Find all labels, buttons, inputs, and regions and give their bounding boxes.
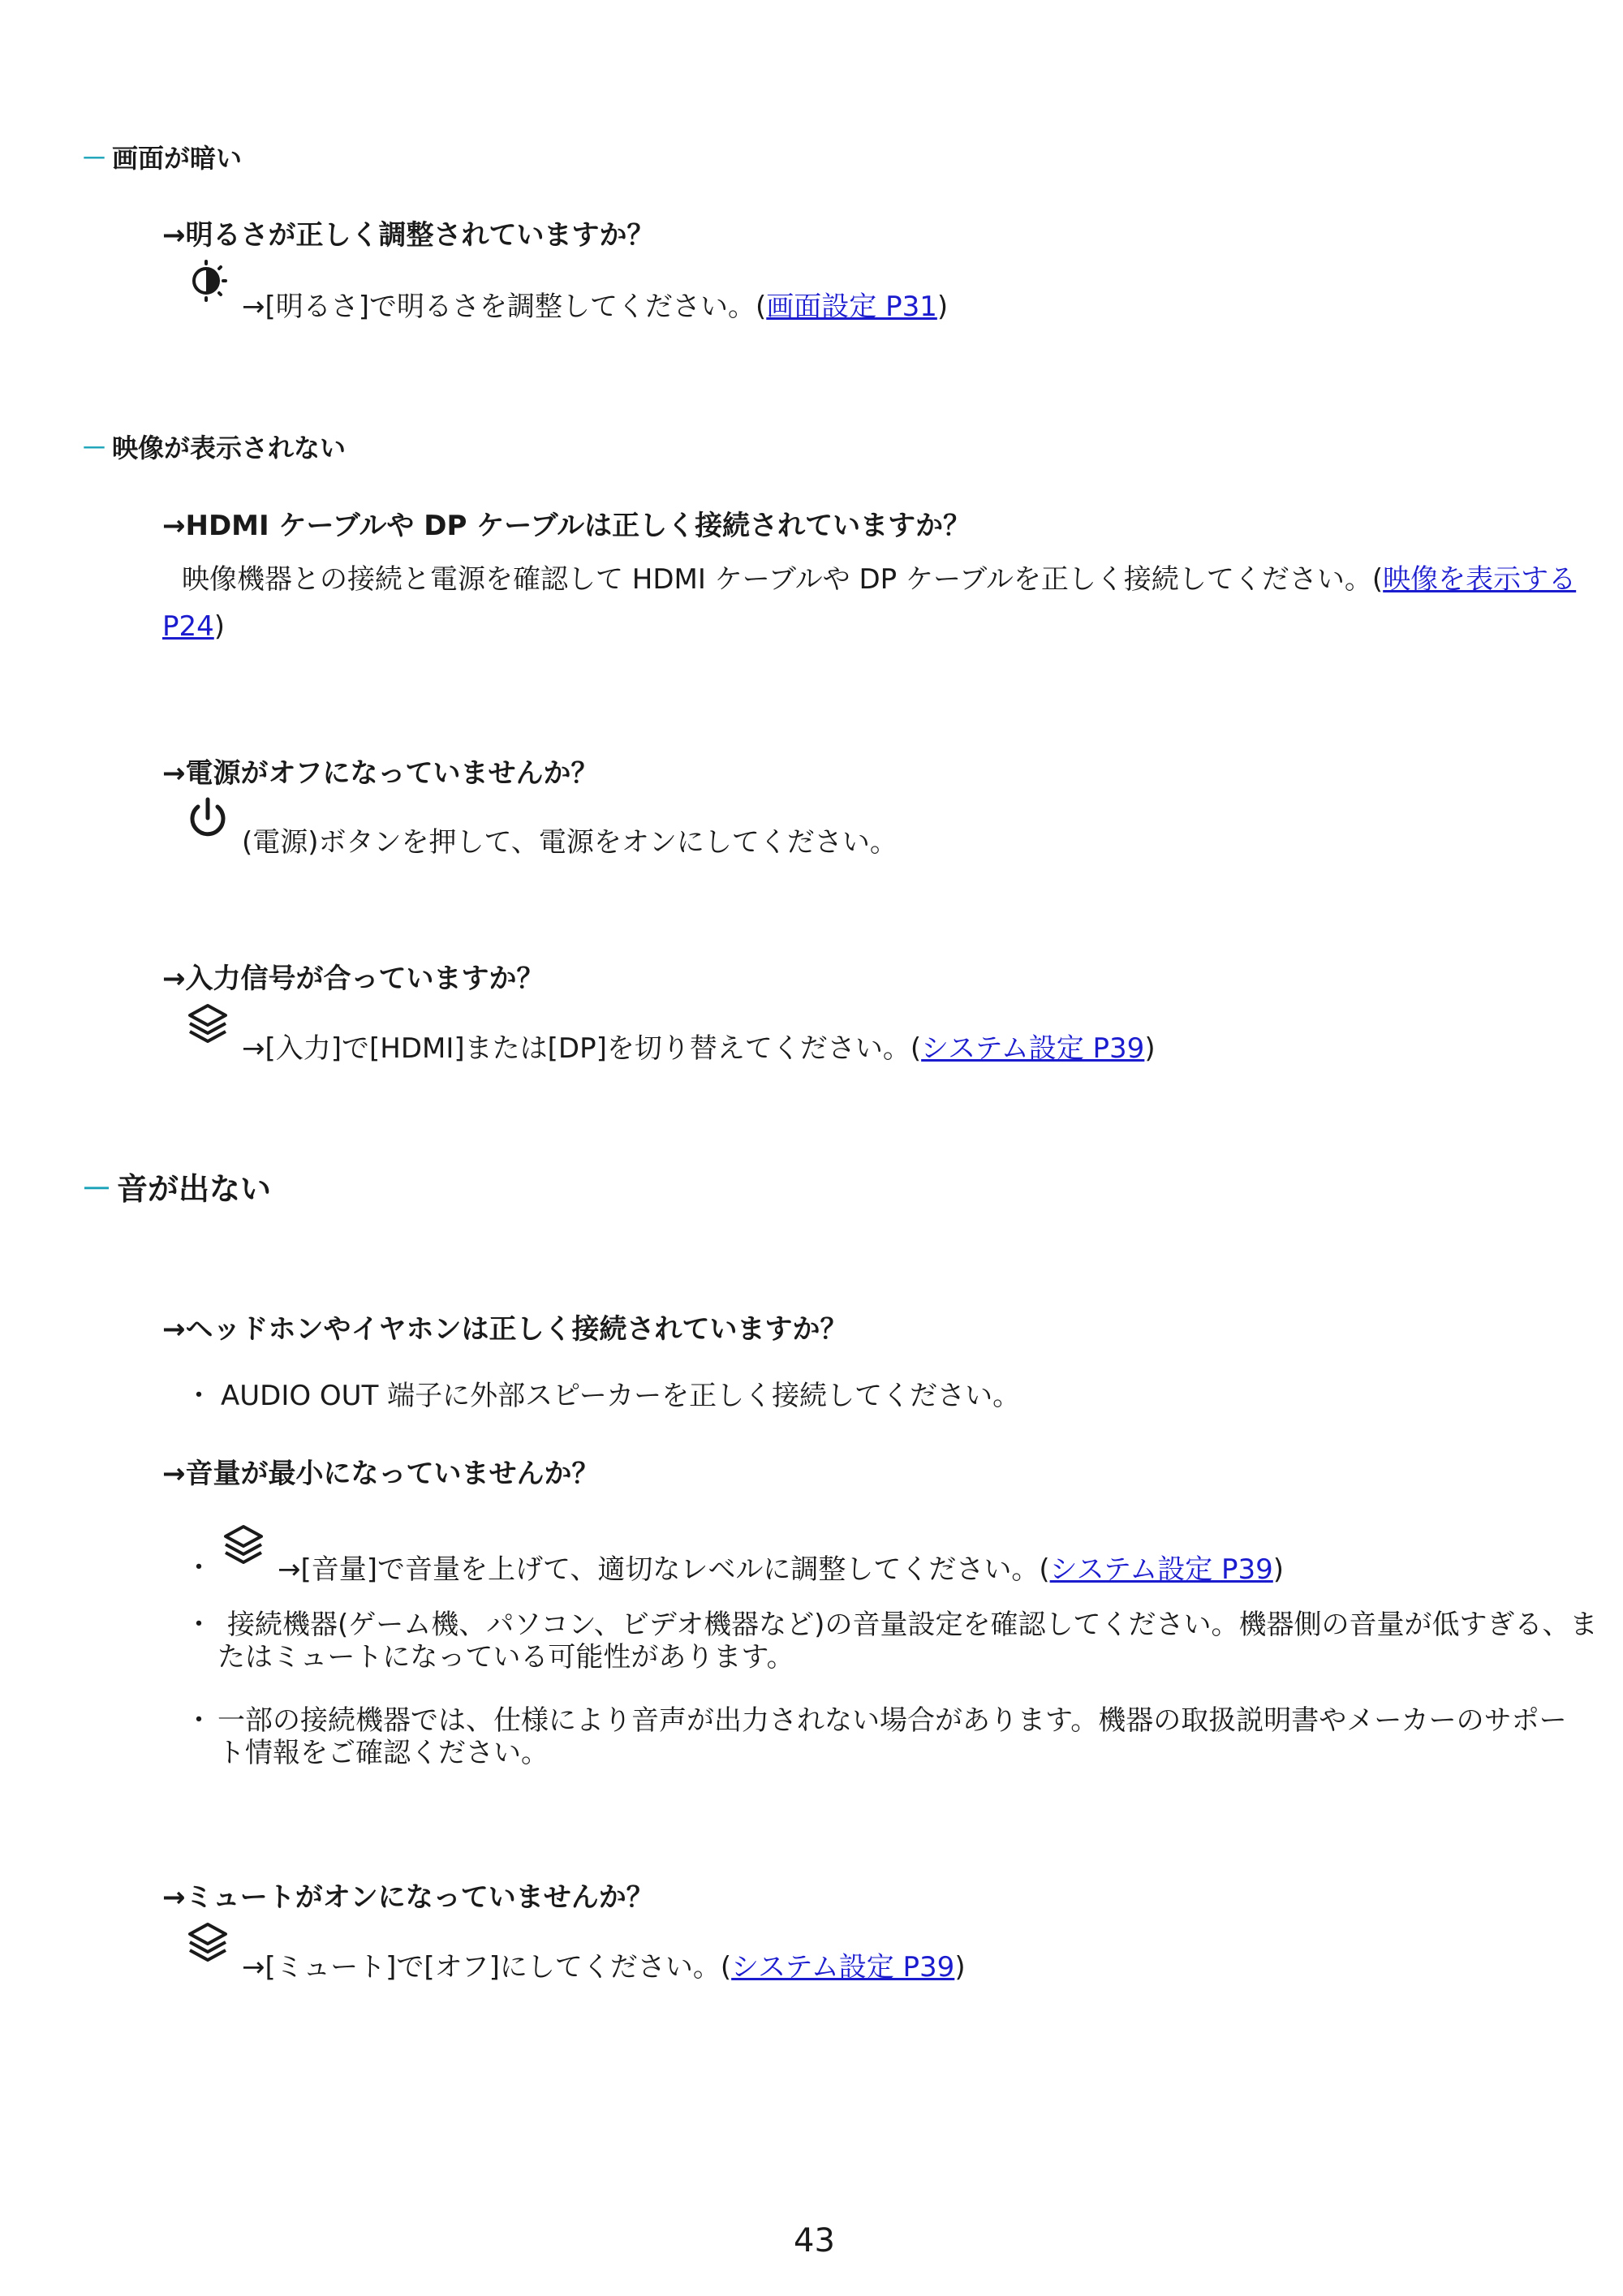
- bullet-audio-out: ・ AUDIO OUT 端子に外部スピーカーを正しく接続してください。: [185, 1380, 1021, 1412]
- brightness-icon: [185, 260, 230, 305]
- answer-mute: →[ミュート]で[オフ]にしてください。(システム設定 P39): [242, 1951, 966, 1984]
- power-icon: [185, 795, 230, 841]
- heading-dash: －: [81, 433, 108, 463]
- layers-icon: [185, 1002, 230, 1047]
- bullet-device-volume-mark: ・: [185, 1609, 213, 1641]
- question-cable: →HDMI ケーブルや DP ケーブルは正しく接続されていますか？: [162, 510, 971, 542]
- answer-power: (電源)ボタンを押して、電源をオンにしてください。: [242, 826, 898, 859]
- answer-cable-line1: 映像機器との接続と電源を確認して HDMI ケーブルや DP ケーブルを正しく接続してください。(映像を表示する: [182, 563, 1577, 596]
- answer-cable-line2: P24): [162, 610, 226, 643]
- question-headphone: →ヘッドホンやイヤホンは正しく接続されていますか？: [162, 1313, 848, 1346]
- link-show-video-page[interactable]: P24: [162, 610, 214, 643]
- link-system-settings[interactable]: システム設定 P39: [921, 1032, 1145, 1065]
- heading-no-video: － 映像が表示されない: [81, 433, 347, 463]
- question-input: →入力信号が合っていますか？: [162, 963, 545, 995]
- layers-icon: [185, 1920, 230, 1966]
- bullet-device-volume-line1: 接続機器(ゲーム機、パソコン、ビデオ機器など)の音量設定を確認してください。機器側の音量が低すぎる、ま: [227, 1609, 1598, 1641]
- bullet-no-output-line1: 一部の接続機器では、仕様により音声が出力されない場合があります。機器の取扱説明書やメーカーのサポー: [217, 1704, 1567, 1737]
- question-brightness: →明るさが正しく調整されていますか？: [162, 219, 655, 252]
- bullet-no-output-line2: ト情報をご確認ください。: [217, 1737, 549, 1769]
- heading-dash: －: [81, 143, 108, 174]
- answer-brightness: →[明るさ]で明るさを調整してください。(画面設定 P31): [242, 291, 949, 323]
- bullet-no-output-mark: ・: [185, 1704, 213, 1737]
- link-system-settings[interactable]: システム設定 P39: [731, 1951, 955, 1984]
- question-power: →電源がオフになっていませんか？: [162, 757, 599, 790]
- link-show-video[interactable]: 映像を表示する: [1383, 563, 1577, 596]
- question-mute: →ミュートがオンになっていませんか？: [162, 1881, 654, 1914]
- layers-icon: [221, 1523, 266, 1568]
- bullet-volume: →[音量]で音量を上げて、適切なレベルに調整してください。(システム設定 P39): [278, 1553, 1285, 1586]
- answer-input: →[入力]で[HDMI]または[DP]を切り替えてください。(システム設定 P39): [242, 1032, 1156, 1065]
- bullet-device-volume-line2: たはミュートになっている可能性があります。: [217, 1641, 794, 1674]
- heading-screen-dark: － 画面が暗い: [81, 143, 243, 174]
- bullet-volume-mark: ・: [185, 1552, 213, 1584]
- heading-dash: －: [81, 1171, 113, 1207]
- heading-no-sound: － 音が出ない: [81, 1171, 272, 1207]
- link-screen-settings[interactable]: 画面設定 P31: [766, 291, 937, 323]
- page-number: 43: [794, 2222, 835, 2259]
- question-volume: →音量が最小になっていませんか？: [162, 1458, 600, 1490]
- link-system-settings[interactable]: システム設定 P39: [1049, 1553, 1273, 1586]
